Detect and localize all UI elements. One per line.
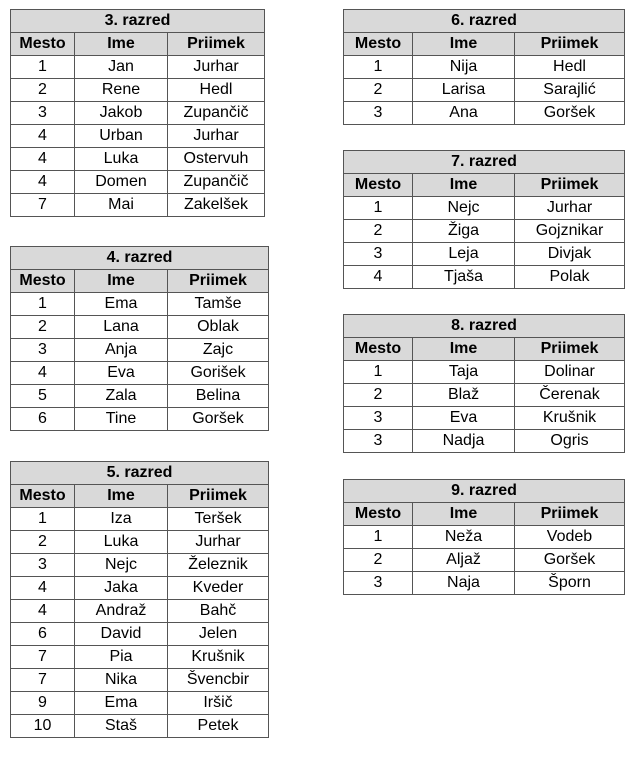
name-cell: Aljaž — [413, 549, 515, 572]
name-cell: Tjaša — [413, 266, 515, 289]
place-cell: 6 — [11, 623, 75, 646]
place-cell: 2 — [11, 79, 75, 102]
surname-cell: Goršek — [168, 408, 269, 431]
name-cell: Eva — [413, 407, 515, 430]
column-header-place: Mesto — [344, 338, 413, 361]
name-cell: Blaž — [413, 384, 515, 407]
table-row — [344, 384, 625, 407]
name-cell: Larisa — [413, 79, 515, 102]
table-row — [11, 623, 269, 646]
column-header-surname: Priimek — [515, 174, 625, 197]
place-cell: 1 — [344, 56, 413, 79]
place-cell: 1 — [344, 361, 413, 384]
column-header-place: Mesto — [11, 33, 75, 56]
place-cell: 7 — [11, 669, 75, 692]
grade-7-title: 7. razred — [344, 151, 625, 174]
table-row — [344, 102, 625, 125]
surname-cell: Goršek — [515, 549, 625, 572]
column-header-place: Mesto — [344, 33, 413, 56]
surname-cell: Ogris — [515, 430, 625, 453]
surname-cell: Hedl — [515, 56, 625, 79]
table-row — [344, 243, 625, 266]
name-cell: Jaka — [75, 577, 168, 600]
place-cell: 4 — [11, 600, 75, 623]
grade-9-title: 9. razred — [344, 480, 625, 503]
column-header-surname: Priimek — [168, 270, 269, 293]
table-row — [11, 669, 269, 692]
surname-cell: Železnik — [168, 554, 269, 577]
place-cell: 3 — [344, 243, 413, 266]
surname-cell: Kveder — [168, 577, 269, 600]
name-cell: Nejc — [413, 197, 515, 220]
column-header-surname: Priimek — [515, 338, 625, 361]
name-cell: David — [75, 623, 168, 646]
surname-cell: Hedl — [168, 79, 265, 102]
name-cell: Neža — [413, 526, 515, 549]
table-row — [11, 715, 269, 738]
table-row — [344, 79, 625, 102]
place-cell: 3 — [11, 554, 75, 577]
column-header-surname: Priimek — [515, 33, 625, 56]
table-row — [11, 102, 265, 125]
table-row — [344, 407, 625, 430]
column-header-surname: Priimek — [168, 33, 265, 56]
place-cell: 7 — [11, 646, 75, 669]
surname-cell: Krušnik — [515, 407, 625, 430]
table-row — [11, 171, 265, 194]
surname-cell: Zupančič — [168, 171, 265, 194]
place-cell: 3 — [11, 339, 75, 362]
table-row — [11, 339, 269, 362]
table-row — [11, 646, 269, 669]
grade-7-table — [343, 150, 625, 289]
place-cell: 6 — [11, 408, 75, 431]
surname-cell: Oblak — [168, 316, 269, 339]
surname-cell: Jurhar — [168, 531, 269, 554]
surname-cell: Krušnik — [168, 646, 269, 669]
column-header-surname: Priimek — [168, 485, 269, 508]
table-row — [11, 79, 265, 102]
surname-cell: Petek — [168, 715, 269, 738]
surname-cell: Jelen — [168, 623, 269, 646]
grade-5-title: 5. razred — [11, 462, 269, 485]
surname-cell: Iršič — [168, 692, 269, 715]
place-cell: 4 — [11, 171, 75, 194]
place-cell: 4 — [11, 362, 75, 385]
surname-cell: Vodeb — [515, 526, 625, 549]
column-header-name: Ime — [413, 33, 515, 56]
place-cell: 2 — [11, 531, 75, 554]
table-row — [11, 293, 269, 316]
name-cell: Andraž — [75, 600, 168, 623]
name-cell: Nija — [413, 56, 515, 79]
name-cell: Staš — [75, 715, 168, 738]
place-cell: 1 — [344, 526, 413, 549]
name-cell: Naja — [413, 572, 515, 595]
grade-6-title: 6. razred — [344, 10, 625, 33]
place-cell: 10 — [11, 715, 75, 738]
name-cell: Mai — [75, 194, 168, 217]
place-cell: 2 — [344, 384, 413, 407]
surname-cell: Jurhar — [168, 56, 265, 79]
column-header-name: Ime — [413, 503, 515, 526]
column-header-name: Ime — [75, 33, 168, 56]
name-cell: Žiga — [413, 220, 515, 243]
table-row — [11, 125, 265, 148]
surname-cell: Sarajlić — [515, 79, 625, 102]
grade-4-title: 4. razred — [11, 247, 269, 270]
place-cell: 2 — [344, 549, 413, 572]
name-cell: Eva — [75, 362, 168, 385]
surname-cell: Zajc — [168, 339, 269, 362]
surname-cell: Jurhar — [515, 197, 625, 220]
name-cell: Anja — [75, 339, 168, 362]
table-row — [344, 220, 625, 243]
name-cell: Rene — [75, 79, 168, 102]
surname-cell: Divjak — [515, 243, 625, 266]
grade-9-table — [343, 479, 625, 595]
table-row — [11, 385, 269, 408]
surname-cell: Bahč — [168, 600, 269, 623]
surname-cell: Jurhar — [168, 125, 265, 148]
place-cell: 9 — [11, 692, 75, 715]
table-row — [344, 56, 625, 79]
name-cell: Lana — [75, 316, 168, 339]
name-cell: Nejc — [75, 554, 168, 577]
column-header-name: Ime — [75, 485, 168, 508]
grade-5-table — [10, 461, 269, 738]
name-cell: Nadja — [413, 430, 515, 453]
surname-cell: Švencbir — [168, 669, 269, 692]
name-cell: Tine — [75, 408, 168, 431]
grade-4-table — [10, 246, 269, 431]
name-cell: Ema — [75, 293, 168, 316]
table-row — [344, 197, 625, 220]
place-cell: 7 — [11, 194, 75, 217]
grade-6-table — [343, 9, 625, 125]
surname-cell: Zupančič — [168, 102, 265, 125]
surname-cell: Zakelšek — [168, 194, 265, 217]
table-row — [11, 194, 265, 217]
name-cell: Zala — [75, 385, 168, 408]
surname-cell: Šporn — [515, 572, 625, 595]
name-cell: Jan — [75, 56, 168, 79]
surname-cell: Belina — [168, 385, 269, 408]
column-header-place: Mesto — [344, 503, 413, 526]
surname-cell: Teršek — [168, 508, 269, 531]
column-header-name: Ime — [413, 174, 515, 197]
surname-cell: Dolinar — [515, 361, 625, 384]
place-cell: 2 — [11, 316, 75, 339]
place-cell: 3 — [344, 572, 413, 595]
place-cell: 1 — [11, 56, 75, 79]
place-cell: 4 — [11, 148, 75, 171]
place-cell: 3 — [344, 407, 413, 430]
surname-cell: Tamše — [168, 293, 269, 316]
place-cell: 1 — [344, 197, 413, 220]
place-cell: 3 — [344, 430, 413, 453]
place-cell: 4 — [11, 125, 75, 148]
table-row — [11, 316, 269, 339]
table-row — [11, 531, 269, 554]
name-cell: Pia — [75, 646, 168, 669]
surname-cell: Gojznikar — [515, 220, 625, 243]
name-cell: Luka — [75, 148, 168, 171]
name-cell: Ema — [75, 692, 168, 715]
grade-8-title: 8. razred — [344, 315, 625, 338]
table-row — [11, 408, 269, 431]
table-row — [11, 692, 269, 715]
surname-cell: Ostervuh — [168, 148, 265, 171]
grade-3-table — [10, 9, 265, 217]
name-cell: Domen — [75, 171, 168, 194]
table-row — [344, 266, 625, 289]
grade-8-table — [343, 314, 625, 453]
table-row — [344, 361, 625, 384]
name-cell: Iza — [75, 508, 168, 531]
place-cell: 4 — [11, 577, 75, 600]
surname-cell: Goršek — [515, 102, 625, 125]
column-header-name: Ime — [413, 338, 515, 361]
surname-cell: Polak — [515, 266, 625, 289]
surname-cell: Gorišek — [168, 362, 269, 385]
column-header-place: Mesto — [11, 485, 75, 508]
column-header-surname: Priimek — [515, 503, 625, 526]
table-row — [344, 572, 625, 595]
place-cell: 3 — [344, 102, 413, 125]
name-cell: Urban — [75, 125, 168, 148]
name-cell: Nika — [75, 669, 168, 692]
table-row — [11, 508, 269, 531]
column-header-name: Ime — [75, 270, 168, 293]
surname-cell: Čerenak — [515, 384, 625, 407]
place-cell: 3 — [11, 102, 75, 125]
table-row — [11, 577, 269, 600]
table-row — [344, 430, 625, 453]
place-cell: 5 — [11, 385, 75, 408]
table-row — [11, 600, 269, 623]
place-cell: 4 — [344, 266, 413, 289]
table-row — [11, 56, 265, 79]
table-row — [11, 362, 269, 385]
name-cell: Leja — [413, 243, 515, 266]
place-cell: 1 — [11, 508, 75, 531]
place-cell: 1 — [11, 293, 75, 316]
place-cell: 2 — [344, 220, 413, 243]
name-cell: Luka — [75, 531, 168, 554]
name-cell: Jakob — [75, 102, 168, 125]
column-header-place: Mesto — [11, 270, 75, 293]
table-row — [344, 526, 625, 549]
grade-3-title: 3. razred — [11, 10, 265, 33]
table-row — [11, 148, 265, 171]
name-cell: Taja — [413, 361, 515, 384]
name-cell: Ana — [413, 102, 515, 125]
column-header-place: Mesto — [344, 174, 413, 197]
table-row — [11, 554, 269, 577]
place-cell: 2 — [344, 79, 413, 102]
table-row — [344, 549, 625, 572]
